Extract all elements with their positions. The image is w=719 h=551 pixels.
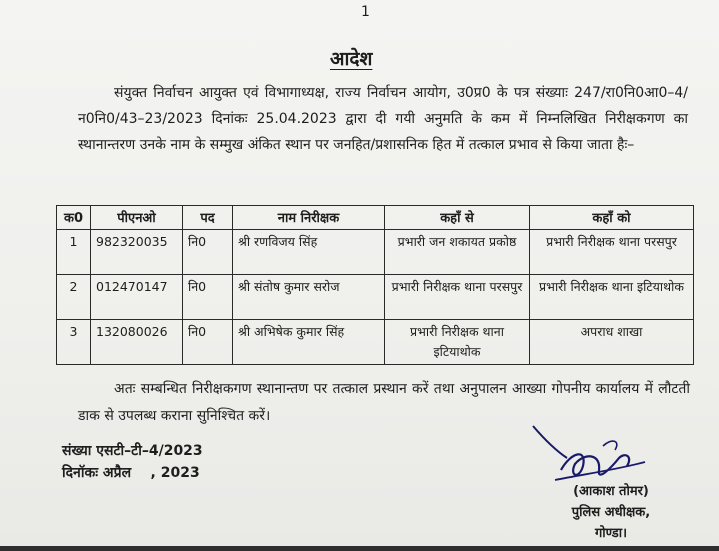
cell-serial: 2 — [57, 275, 91, 320]
cell-to: अपराध शाखा — [530, 320, 694, 365]
intro-paragraph: संयुक्त निर्वाचन आयुक्त एवं विभागाध्यक्ष, राज्य निर्वाचन आयोग, उ0प्र0 के पत्र संख्याः 247/रा0नि0आ0–4/न0नि0/43–23/2023 दिनांकः 25.04.2023 द्वारा दी गयी अनुमति के कम में निम्नलिखित निरीक्षकगण का स्थानान्तरण उनके नाम के सम्मुख अंकित स्थान पर जनहित/प्रशासनिक हित में तत्काल प्रभाव से किया जाता हैः– — [78, 85, 688, 153]
page-bottom-edge — [0, 546, 719, 551]
header-from: कहाँ से — [385, 206, 530, 230]
signatory-designation: पुलिस अधीक्षक, — [571, 505, 651, 520]
cell-to: प्रभारी निरीक्षक थाना परसपुर — [530, 230, 694, 275]
reference-block — [62, 440, 203, 484]
cell-to: प्रभारी निरीक्षक थाना इटियाथोक — [530, 275, 694, 320]
table-row — [57, 230, 694, 275]
cell-name: श्री अभिषेक कुमार सिंह — [233, 320, 385, 365]
header-pno: पीएनओ — [91, 206, 183, 230]
cell-post: नि0 — [183, 275, 233, 320]
cell-serial: 3 — [57, 320, 91, 365]
header-inspector-name: नाम निरीक्षक — [233, 206, 385, 230]
cell-name: श्री रणविजय सिंह — [233, 230, 385, 275]
reference-date: दिनॉकः अप्रैल , 2023 — [62, 465, 200, 481]
cell-from: प्रभारी निरीक्षक थाना परसपुर — [385, 275, 530, 320]
cell-pno: 982320035 — [91, 230, 183, 275]
closing-paragraph: अतः सम्बन्धित निरीक्षकगण स्थानान्तण पर तत्काल प्रस्थान करें तथा अनुपालन आख्या गोपनीय कार्यालय में लौटती डाक से उपलब्ध कराना सुनिश्चित करें। — [78, 381, 690, 424]
signatory-district: गोण्डा। — [594, 526, 628, 541]
table-row — [57, 275, 694, 320]
signatory-block — [556, 481, 666, 544]
order-heading: आदेश — [330, 48, 373, 70]
cell-post: नि0 — [183, 320, 233, 365]
table-row — [57, 320, 694, 365]
header-to: कहाँ को — [530, 206, 694, 230]
header-post: पद — [183, 206, 233, 230]
transfer-table — [56, 205, 694, 365]
cell-pno: 012470147 — [91, 275, 183, 320]
signatory-name: (आकाश तोमर) — [573, 484, 649, 499]
header-serial: क0 — [57, 206, 91, 230]
cell-post: नि0 — [183, 230, 233, 275]
cell-from: प्रभारी जन शकायत प्रकोष्ठ — [385, 230, 530, 275]
cell-from: प्रभारी निरीक्षक थाना इटियाथोक — [385, 320, 530, 365]
table-header-row — [57, 206, 694, 230]
page-number: 1 — [361, 4, 370, 20]
cell-pno: 132080026 — [91, 320, 183, 365]
cell-name: श्री संतोष कुमार सरोज — [233, 275, 385, 320]
reference-number: संख्या एसटी–टी–4/2023 — [62, 443, 203, 459]
cell-serial: 1 — [57, 230, 91, 275]
